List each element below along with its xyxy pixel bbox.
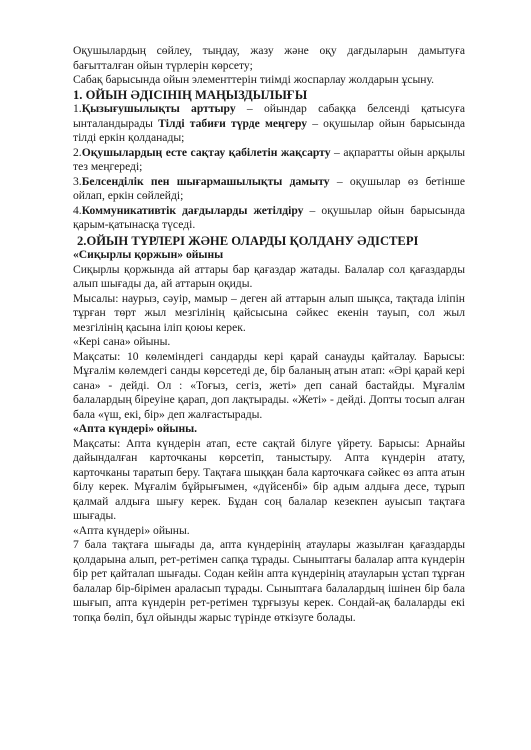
game-1-paragraph-1: Сиқырлы қоржында ай аттары бар қағаздар жатады. Балалар сол қағаздарды алып шығады да, ай аттарын оқиды. <box>73 262 465 290</box>
item-bold-term: Қызығушылықты арттыру <box>81 102 236 115</box>
game-2-paragraph-1: Мақсаты: 10 көлеміндегі сандарды кері қарай санауды қайталау. Барысы: Мұғалім көлемдегі санды көрсетеді де, бір баланың атын атап: «Әрі қарай кері сана» - дейді. Ол : «Тоғыз, сегіз, жеті» деп санай бастайды. Мұғалім балалардың біреуіне қарап, доп лақтырады. «Жеті» - дейді. Допты тосып алған бала «үш, екі, бір» деп жалғастырады. <box>73 349 465 421</box>
game-1-paragraph-2: Мысалы: наурыз, сәуір, мамыр – деген ай аттарын алып шықса, тақтада іліпін тұрған төрт жыл мезгілінің қайсысына сәйкес екенін тауып, сол жыл мезгілінің қасына іліп қоюы керек. <box>73 291 465 334</box>
game-3-paragraph-3: 7 бала тақтаға шығады да, апта күндерінің атаулары жазылған қағаздарды қолдарына алып, рет-ретімен сапқа тұрады. Сыныптағы балалар апта күндерін бір рет қайталап шығады. Содан кейін апта күндерінің атауларын ұстап тұрған балалар бір-бірімен араласып тұрады. Сыныптаға балалардың ішінен бір бала шығып, апта күндерін рет-ретімен тұрғызуы керек. Сондай-ақ балаларды екі топқа бөліп, бұл ойынды жарыс түрінде өткізуге болады. <box>73 538 465 624</box>
section-1-heading: 1. ОЙЫН ӘДІСІНІҢ МАҢЫЗДЫЛЫҒЫ <box>73 87 308 102</box>
item-number: 2. <box>73 145 82 159</box>
item-bold-term: Белсенділік пен шығармашылықты дамыту <box>81 174 330 188</box>
item-number: 3. <box>73 174 82 188</box>
item-text: – ақпаратты ойын арқылы тез меңгереді; <box>73 145 465 173</box>
game-2-title: «Кері сана» ойыны. <box>73 335 171 348</box>
document-body <box>73 44 465 625</box>
section-1-item-2 <box>73 146 465 175</box>
item-bold-term: Коммуникативтік дағдыларды жетілдіру <box>81 203 304 217</box>
section-1-item-4 <box>73 204 465 233</box>
section-2-heading: 2.ОЙЫН ТҮРЛЕРІ ЖӘНЕ ОЛАРДЫ ҚОЛДАНУ ӘДІСТЕРІ <box>77 233 419 248</box>
item-text: – оқушылар ойын барысында тілді еркін қолданады; <box>73 116 465 144</box>
game-1-title: «Сиқырлы қоржын» ойыны <box>73 248 224 261</box>
item-bold-term: Оқушылардың есте сақтау қабілетін жақсарту <box>81 145 331 159</box>
section-1-item-3 <box>73 175 465 204</box>
item-bold-term: Тілді табиғи түрде меңгеру <box>158 116 308 130</box>
item-text: – оқушылар ойын барысында қарым-қатынасқа түседі. <box>73 203 466 231</box>
intro-line-1: Оқушылардың сөйлеу, тыңдау, жазу және оқу дағдыларын дамытуға бағытталған ойын түрлерін көрсету; <box>73 44 465 72</box>
game-3-paragraph-2: «Апта күндері» ойыны. <box>73 523 190 537</box>
game-3-paragraph-1: Мақсаты: Апта күндерін атап, есте сақтай білуге үйрету. Барысы: Арнайы дайындалған карточканы көрсетіп, таныстыру. Апта күндерін атату, карточканы таратып беру. Тақтаға шыққан бала карточкаға сәйкес өз апта атын білу керек. Мұғалім бұйрығымен, «дүйсенбі» бір адым алдыға десе, тұрып қалмай алдыға шығу керек. Бұдан соң балалар кезекпен ауысып тақтаға шығады. <box>73 436 465 522</box>
item-text: – оқушылар өз бетінше ойлап, еркін сөйлейді; <box>73 174 465 202</box>
item-number: 4. <box>73 203 82 217</box>
item-text: – ойындар сабаққа белсенді қатысуға ынталандырады <box>73 102 465 130</box>
section-1-item-1 <box>73 102 465 146</box>
item-number: 1. <box>73 102 82 115</box>
intro-line-2: Сабақ барысында ойын элементтерін тиімді жоспарлау жолдарын ұсыну. <box>73 73 435 86</box>
game-3-title: «Апта күндері» ойыны. <box>73 422 198 435</box>
